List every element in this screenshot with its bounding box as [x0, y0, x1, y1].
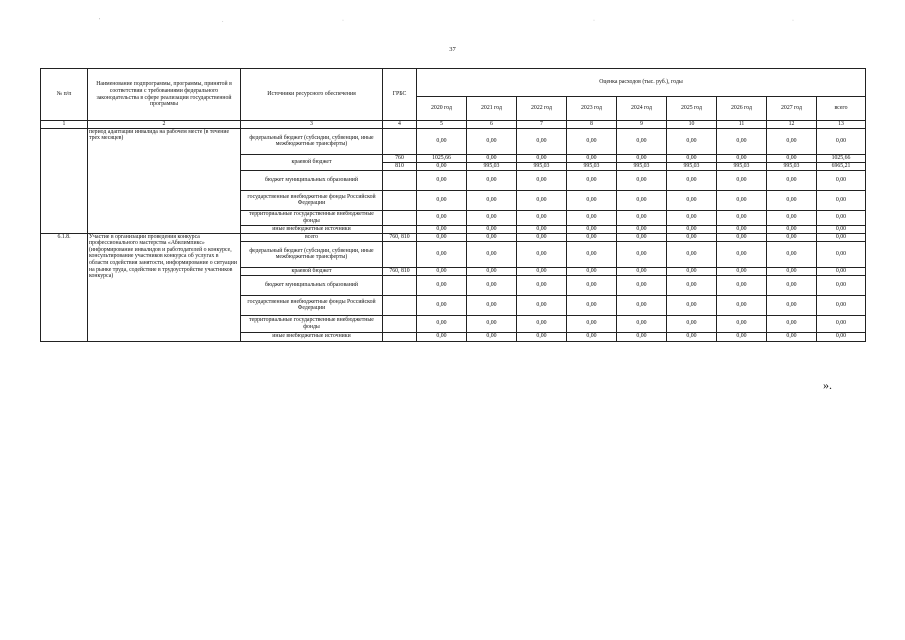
scan-speck: ·: [792, 18, 794, 24]
year-value: 0,00: [417, 315, 467, 332]
total-value: 0,00: [817, 241, 866, 267]
year-value: 0,00: [567, 275, 617, 295]
funding-source: краевой бюджет: [241, 154, 383, 170]
item-number: [41, 128, 88, 233]
year-value: 0,00: [567, 225, 617, 233]
funding-source: федеральный бюджет (субсидии, субвенции, иные межбюджетные трансферты): [241, 241, 383, 267]
grbs-code: 760: [383, 154, 417, 162]
year-value: 0,00: [467, 267, 517, 275]
year-value: 1025,66: [417, 154, 467, 162]
year-value: 0,00: [517, 275, 567, 295]
index-cell: 7: [517, 121, 567, 129]
year-value: 0,00: [517, 225, 567, 233]
year-value: 0,00: [717, 190, 767, 210]
year-value: 0,00: [517, 170, 567, 190]
header-num: № п/п: [41, 69, 88, 121]
scan-speck: ·: [593, 18, 595, 24]
header-year: 2024 год: [617, 97, 667, 121]
year-value: 0,00: [667, 210, 717, 225]
total-value: 0,00: [817, 295, 866, 315]
year-value: 0,00: [717, 170, 767, 190]
funding-source: государственные внебюджетные фонды Российской Федерации: [241, 190, 383, 210]
year-value: 0,00: [517, 190, 567, 210]
year-value: 0,00: [667, 295, 717, 315]
year-value: 995,03: [617, 162, 667, 170]
index-cell: 1: [41, 121, 88, 129]
header-sources: Источники ресурсного обеспечения: [241, 69, 383, 121]
funding-source: всего: [241, 233, 383, 241]
year-value: 0,00: [417, 267, 467, 275]
header-year: 2022 год: [517, 97, 567, 121]
year-value: 0,00: [617, 267, 667, 275]
grbs-code: 760, 810: [383, 267, 417, 275]
grbs-code: 810: [383, 162, 417, 170]
year-value: 0,00: [767, 315, 817, 332]
grbs-code: [383, 275, 417, 295]
year-value: 995,03: [467, 162, 517, 170]
grbs-code: [383, 190, 417, 210]
header-year: 2020 год: [417, 97, 467, 121]
index-cell: 5: [417, 121, 467, 129]
year-value: 0,00: [467, 170, 517, 190]
year-value: 0,00: [717, 267, 767, 275]
year-value: 0,00: [717, 315, 767, 332]
index-cell: 9: [617, 121, 667, 129]
year-value: 0,00: [467, 275, 517, 295]
header-program-name: Наименование подпрограммы, программы, принятой в соответствии с требованиями федерального законодательства в сфере реализации государственной программы: [88, 69, 241, 121]
index-cell: 10: [667, 121, 717, 129]
grbs-code: [383, 241, 417, 267]
program-name: Участие в организации проведения конкурса профессионального мастерства «Абилимпикс» (информирование инвалидов и работодателей о конкурсе, консультирование участников конкурса об услугах в области содействия занятости, информирование о ситуации на рынке труда, содействие в трудоустройстве участников конкурса): [88, 233, 241, 341]
year-value: 0,00: [467, 315, 517, 332]
year-value: 0,00: [667, 267, 717, 275]
scan-speck: .: [222, 18, 224, 24]
header-row-1: [41, 69, 866, 97]
index-cell: 8: [567, 121, 617, 129]
year-value: 0,00: [617, 225, 667, 233]
year-value: 0,00: [667, 241, 717, 267]
total-value: 0,00: [817, 225, 866, 233]
index-cell: 13: [817, 121, 866, 129]
year-value: 0,00: [467, 190, 517, 210]
year-value: 0,00: [467, 295, 517, 315]
year-value: 0,00: [667, 225, 717, 233]
year-value: 0,00: [667, 275, 717, 295]
grbs-code: [383, 332, 417, 341]
year-value: 0,00: [467, 225, 517, 233]
funding-source: бюджет муниципальных образований: [241, 275, 383, 295]
scan-speck: ': [99, 18, 101, 24]
index-cell: 3: [241, 121, 383, 129]
year-value: 995,03: [717, 162, 767, 170]
year-value: 0,00: [517, 295, 567, 315]
funding-source: иные внебюджетные источники: [241, 332, 383, 341]
year-value: 0,00: [417, 295, 467, 315]
year-value: 0,00: [417, 170, 467, 190]
year-value: 0,00: [717, 210, 767, 225]
year-value: 0,00: [717, 233, 767, 241]
year-value: 0,00: [417, 210, 467, 225]
year-value: 0,00: [767, 154, 817, 162]
year-value: 0,00: [417, 241, 467, 267]
year-value: 0,00: [767, 225, 817, 233]
year-value: 0,00: [567, 128, 617, 154]
year-value: 0,00: [417, 190, 467, 210]
year-value: 0,00: [517, 210, 567, 225]
total-value: 0,00: [817, 315, 866, 332]
index-cell: 4: [383, 121, 417, 129]
total-value: 1025,66: [817, 154, 866, 162]
grbs-code: [383, 225, 417, 233]
year-value: 0,00: [717, 295, 767, 315]
year-value: 0,00: [617, 170, 667, 190]
year-value: 995,03: [767, 162, 817, 170]
total-value: 0,00: [817, 267, 866, 275]
funding-source: государственные внебюджетные фонды Российской Федерации: [241, 295, 383, 315]
grbs-code: [383, 210, 417, 225]
total-value: 0,00: [817, 233, 866, 241]
index-row: [41, 121, 866, 129]
year-value: 0,00: [417, 225, 467, 233]
year-value: 0,00: [467, 154, 517, 162]
year-value: 0,00: [767, 190, 817, 210]
year-value: 0,00: [617, 210, 667, 225]
year-value: 0,00: [517, 332, 567, 341]
year-value: 0,00: [417, 275, 467, 295]
year-value: 0,00: [417, 332, 467, 341]
closing-quote: ».: [823, 378, 832, 392]
year-value: 0,00: [617, 154, 667, 162]
index-cell: 11: [717, 121, 767, 129]
program-name: период адаптации инвалида на рабочем месте (в течение трех месяцев): [88, 128, 241, 233]
year-value: 995,03: [517, 162, 567, 170]
grbs-code: [383, 315, 417, 332]
index-cell: 6: [467, 121, 517, 129]
year-value: 0,00: [517, 128, 567, 154]
year-value: 0,00: [417, 128, 467, 154]
year-value: 0,00: [767, 170, 817, 190]
funding-source: краевой бюджет: [241, 267, 383, 275]
year-value: 0,00: [617, 332, 667, 341]
year-value: 0,00: [717, 225, 767, 233]
header-year: 2025 год: [667, 97, 717, 121]
year-value: 0,00: [717, 275, 767, 295]
year-value: 995,03: [567, 162, 617, 170]
header-total: всего: [817, 97, 866, 121]
header-year: 2023 год: [567, 97, 617, 121]
expenditure-table: [40, 68, 866, 342]
year-value: 995,03: [667, 162, 717, 170]
year-value: 0,00: [767, 241, 817, 267]
year-value: 0,00: [767, 295, 817, 315]
year-value: 0,00: [517, 154, 567, 162]
year-value: 0,00: [717, 154, 767, 162]
year-value: 0,00: [467, 241, 517, 267]
total-value: 0,00: [817, 275, 866, 295]
header-year: 2026 год: [717, 97, 767, 121]
year-value: 0,00: [767, 210, 817, 225]
year-value: 0,00: [617, 233, 667, 241]
total-value: 6965,21: [817, 162, 866, 170]
total-value: 0,00: [817, 170, 866, 190]
block2-row: [41, 233, 866, 241]
year-value: 0,00: [567, 190, 617, 210]
year-value: 0,00: [517, 241, 567, 267]
page-number: 37: [449, 46, 456, 53]
index-cell: 2: [88, 121, 241, 129]
year-value: 0,00: [617, 128, 667, 154]
year-value: 0,00: [567, 332, 617, 341]
year-value: 0,00: [517, 233, 567, 241]
year-value: 0,00: [617, 295, 667, 315]
grbs-code: [383, 295, 417, 315]
year-value: 0,00: [567, 233, 617, 241]
year-value: 0,00: [617, 241, 667, 267]
header-estimate: Оценка расходов (тыс. руб.), годы: [417, 69, 866, 97]
item-number: 6.1.8.: [41, 233, 88, 341]
header-year: 2027 год: [767, 97, 817, 121]
year-value: 0,00: [417, 162, 467, 170]
total-value: 0,00: [817, 210, 866, 225]
total-value: 0,00: [817, 332, 866, 341]
year-value: 0,00: [567, 210, 617, 225]
header-grbs: ГРБС: [383, 69, 417, 121]
funding-source: территориальные государственные внебюджетные фонды: [241, 315, 383, 332]
block1-row: [41, 128, 866, 154]
year-value: 0,00: [617, 190, 667, 210]
year-value: 0,00: [567, 315, 617, 332]
year-value: 0,00: [617, 275, 667, 295]
year-value: 0,00: [467, 233, 517, 241]
year-value: 0,00: [767, 233, 817, 241]
year-value: 0,00: [617, 315, 667, 332]
year-value: 0,00: [417, 233, 467, 241]
year-value: 0,00: [767, 128, 817, 154]
year-value: 0,00: [767, 267, 817, 275]
funding-source: бюджет муниципальных образований: [241, 170, 383, 190]
year-value: 0,00: [467, 128, 517, 154]
funding-source: федеральный бюджет (субсидии, субвенции, иные межбюджетные трансферты): [241, 128, 383, 154]
year-value: 0,00: [567, 170, 617, 190]
grbs-code: 760, 810: [383, 233, 417, 241]
year-value: 0,00: [567, 241, 617, 267]
year-value: 0,00: [717, 128, 767, 154]
year-value: 0,00: [717, 241, 767, 267]
year-value: 0,00: [667, 332, 717, 341]
year-value: 0,00: [567, 295, 617, 315]
year-value: 0,00: [667, 170, 717, 190]
total-value: 0,00: [817, 128, 866, 154]
year-value: 0,00: [467, 332, 517, 341]
index-cell: 12: [767, 121, 817, 129]
year-value: 0,00: [517, 315, 567, 332]
year-value: 0,00: [567, 267, 617, 275]
year-value: 0,00: [667, 233, 717, 241]
year-value: 0,00: [517, 267, 567, 275]
year-value: 0,00: [467, 210, 517, 225]
header-year: 2021 год: [467, 97, 517, 121]
grbs-code: [383, 170, 417, 190]
scan-speck: ·: [342, 18, 344, 24]
year-value: 0,00: [717, 332, 767, 341]
total-value: 0,00: [817, 190, 866, 210]
year-value: 0,00: [767, 332, 817, 341]
year-value: 0,00: [667, 154, 717, 162]
year-value: 0,00: [667, 128, 717, 154]
grbs-code: [383, 128, 417, 154]
year-value: 0,00: [667, 190, 717, 210]
funding-source: иные внебюджетные источники: [241, 225, 383, 233]
year-value: 0,00: [667, 315, 717, 332]
funding-source: территориальные государственные внебюджетные фонды: [241, 210, 383, 225]
year-value: 0,00: [567, 154, 617, 162]
year-value: 0,00: [767, 275, 817, 295]
